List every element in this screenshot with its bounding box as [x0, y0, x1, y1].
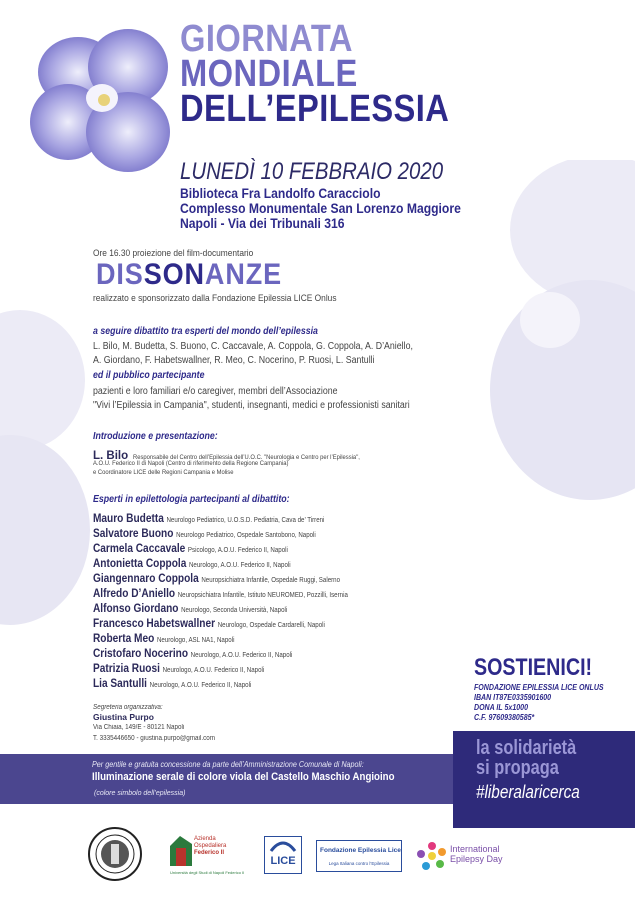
- expert-name: Lia Santulli: [93, 678, 147, 690]
- pale-flower-right: [480, 160, 635, 530]
- title-line-1: GIORNATA: [180, 18, 353, 60]
- illumination-line-2: Illuminazione serale di colore viola del Castello Maschio Angioino: [92, 771, 395, 783]
- expert-name: Cristofaro Nocerino: [93, 648, 189, 660]
- solidarity-slogan: [476, 738, 576, 778]
- expert-name: Antonietta Coppola: [93, 558, 187, 570]
- expert-role: Neurologo, A.O.U. Federico II, Napoli: [149, 682, 252, 689]
- illumination-text: [92, 760, 436, 783]
- public-line-1: pazienti e loro familiari e/o caregiver, membri dell’Associazione: [93, 386, 338, 397]
- expert-name: Mauro Budetta: [93, 513, 164, 525]
- federico-text: [194, 836, 226, 857]
- support-details: [474, 683, 604, 723]
- federico-text-1: Azienda: [194, 836, 216, 842]
- intro-role-3: e Coordinatore LICE delle Regioni Campania e Molise: [93, 469, 234, 476]
- expert-role: Neurologo, Seconda Università, Napoli: [181, 607, 288, 614]
- slogan-line-1: la solidarietà: [476, 737, 577, 759]
- hashtag: #liberalaricerca: [476, 782, 580, 802]
- secretariat-label: Segreteria organizzativa:: [93, 704, 163, 711]
- pale-flower-left: [0, 300, 95, 630]
- epilepsy-day-text-1: International: [450, 844, 500, 854]
- university-seal-logo: [87, 826, 143, 882]
- federico-subtext: Università degli Studi di Napoli Federico II: [170, 870, 245, 875]
- title-line-2: MONDIALE: [180, 53, 358, 95]
- expert-name: Alfonso Giordano: [93, 603, 179, 615]
- support-line-1: FONDAZIONE EPILESSIA LICE ONLUS: [474, 683, 604, 692]
- support-line-4: C.F. 97609380585*: [474, 713, 535, 722]
- expert-name: Salvatore Buono: [93, 528, 174, 540]
- film-intro: Ore 16.30 proiezione del film-documentario: [93, 248, 254, 259]
- expert-name: Carmela Caccavale: [93, 543, 186, 555]
- film-title-part-3: ANZE: [204, 258, 283, 291]
- venue-line-3: Napoli - Via dei Tribunali 316: [180, 216, 345, 231]
- film-title: [96, 258, 282, 292]
- illumination-line-1: Per gentile e gratuita concessione da parte dell’Amministrazione Comunale di Napoli:: [92, 760, 364, 769]
- epilepsy-day-text-2: Epilepsy Day: [450, 854, 503, 864]
- expert-role: Psicologo, A.O.U. Federico II, Napoli: [187, 547, 288, 554]
- federico-text-2: Ospedaliera: [194, 843, 227, 849]
- public-heading: ed il pubblico partecipante: [93, 370, 205, 381]
- film-credit: realizzato e sponsorizzato dalla Fondazione Epilessia LICE Onlus: [93, 293, 337, 304]
- expert-name: Giangennaro Coppola: [93, 573, 199, 585]
- expert-row: [93, 674, 251, 692]
- secretariat-name: Giustina Purpo: [93, 712, 154, 722]
- expert-role: Neurologo, A.O.U. Federico II, Napoli: [162, 667, 265, 674]
- fondazione-logo-sub: Lega Italiana contro l’Epilessia: [328, 861, 390, 866]
- expert-name: Patrizia Ruosi: [93, 663, 160, 675]
- expert-role: Neurologo, A.O.U. Federico II, Napoli: [190, 652, 293, 659]
- venue-line-1: Biblioteca Fra Landolfo Caracciolo: [180, 186, 381, 201]
- violet-flower-image: [28, 22, 180, 182]
- lice-emblem-icon: [269, 839, 297, 853]
- venue-line-2: Complesso Monumentale San Lorenzo Maggiore: [180, 201, 461, 216]
- intro-role-2: A.O.U. Federico II di Napoli (Centro di riferimento della Regione Campania): [93, 460, 289, 467]
- expert-name: Roberta Meo: [93, 633, 155, 645]
- expert-role: Neurologo, Ospedale Cardarelli, Napoli: [217, 622, 325, 629]
- federico-logo: [170, 832, 245, 878]
- expert-name: Alfredo D’Aniello: [93, 588, 176, 600]
- experts-heading: Esperti in epilettologia partecipanti al dibattito:: [93, 494, 290, 505]
- epilepsy-day-text: [450, 844, 503, 864]
- slogan-line-2: si propaga: [476, 757, 559, 779]
- expert-role: Neurologo Pediatrico, Ospedale Santobono, Napoli: [176, 532, 316, 539]
- venue: [180, 186, 461, 231]
- fondazione-logo-text: Fondazione Epilessia Lice: [320, 847, 401, 854]
- debate-names-1: L. Bilo, M. Budetta, S. Buono, C. Caccavale, A. Coppola, G. Coppola, A. D’Aniello,: [93, 341, 413, 352]
- secretariat: [93, 703, 229, 743]
- federico-text-3: Federico II: [194, 850, 225, 856]
- support-line-2: IBAN IT87E0335901600: [474, 693, 552, 702]
- federico-emblem-icon: [170, 836, 192, 866]
- expert-role: Neurologo Pediatrico, U.O.S.D. Pediatria, Cava de’ Tirreni: [166, 517, 325, 524]
- page-title: [180, 18, 493, 130]
- debate-heading: a seguire dibattito tra esperti del mondo dell’epilessia: [93, 326, 318, 337]
- support-line-3: DONA IL 5x1000: [474, 703, 529, 712]
- support-title: SOSTIENICI!: [474, 654, 593, 681]
- intro-heading: Introduzione e presentazione:: [93, 431, 218, 442]
- illumination-note: (colore simbolo dell’epilessia): [94, 790, 186, 797]
- film-title-part-1: DIS: [96, 258, 144, 291]
- intro-role-1: Responsabile del Centro dell’Epilessia dell’U.O.C. "Neurologia e Centro per l’Epilessia",: [132, 454, 360, 461]
- secretariat-address: Via Chiaia, 149/E - 80121 Napoli: [93, 724, 185, 731]
- public-line-2: "Vivi l’Epilessia in Campania", studenti, insegnanti, medici e professionisti sanitari: [93, 400, 410, 411]
- expert-name: Francesco Habetswallner: [93, 618, 216, 630]
- epilepsy-day-icon: [416, 840, 448, 872]
- lice-logo: [264, 836, 302, 874]
- debate-names-2: A. Giordano, F. Habetswallner, R. Meo, C. Nocerino, P. Ruosi, L. Santulli: [93, 355, 375, 366]
- fondazione-logo: [316, 840, 402, 872]
- title-line-3: DELL’EPILESSIA: [180, 88, 450, 130]
- expert-role: Neuropsichiatra Infantile, Istituto NEUROMED, Pozzilli, Isernia: [177, 592, 348, 599]
- event-date: LUNEDÌ 10 FEBBRAIO 2020: [180, 158, 444, 185]
- secretariat-contact: T. 3335446650 - giustina.purpo@gmail.com: [93, 735, 215, 742]
- expert-role: Neuropsichiatra Infantile, Ospedale Ruggi, Salerno: [201, 577, 341, 584]
- lice-logo-text: LICE: [270, 855, 296, 867]
- expert-role: Neurologo, ASL NA1, Napoli: [156, 637, 235, 644]
- expert-role: Neurologo, A.O.U. Federico II, Napoli: [188, 562, 291, 569]
- intro-name: L. Bilo: [93, 450, 129, 462]
- film-title-part-2: SON: [143, 258, 205, 291]
